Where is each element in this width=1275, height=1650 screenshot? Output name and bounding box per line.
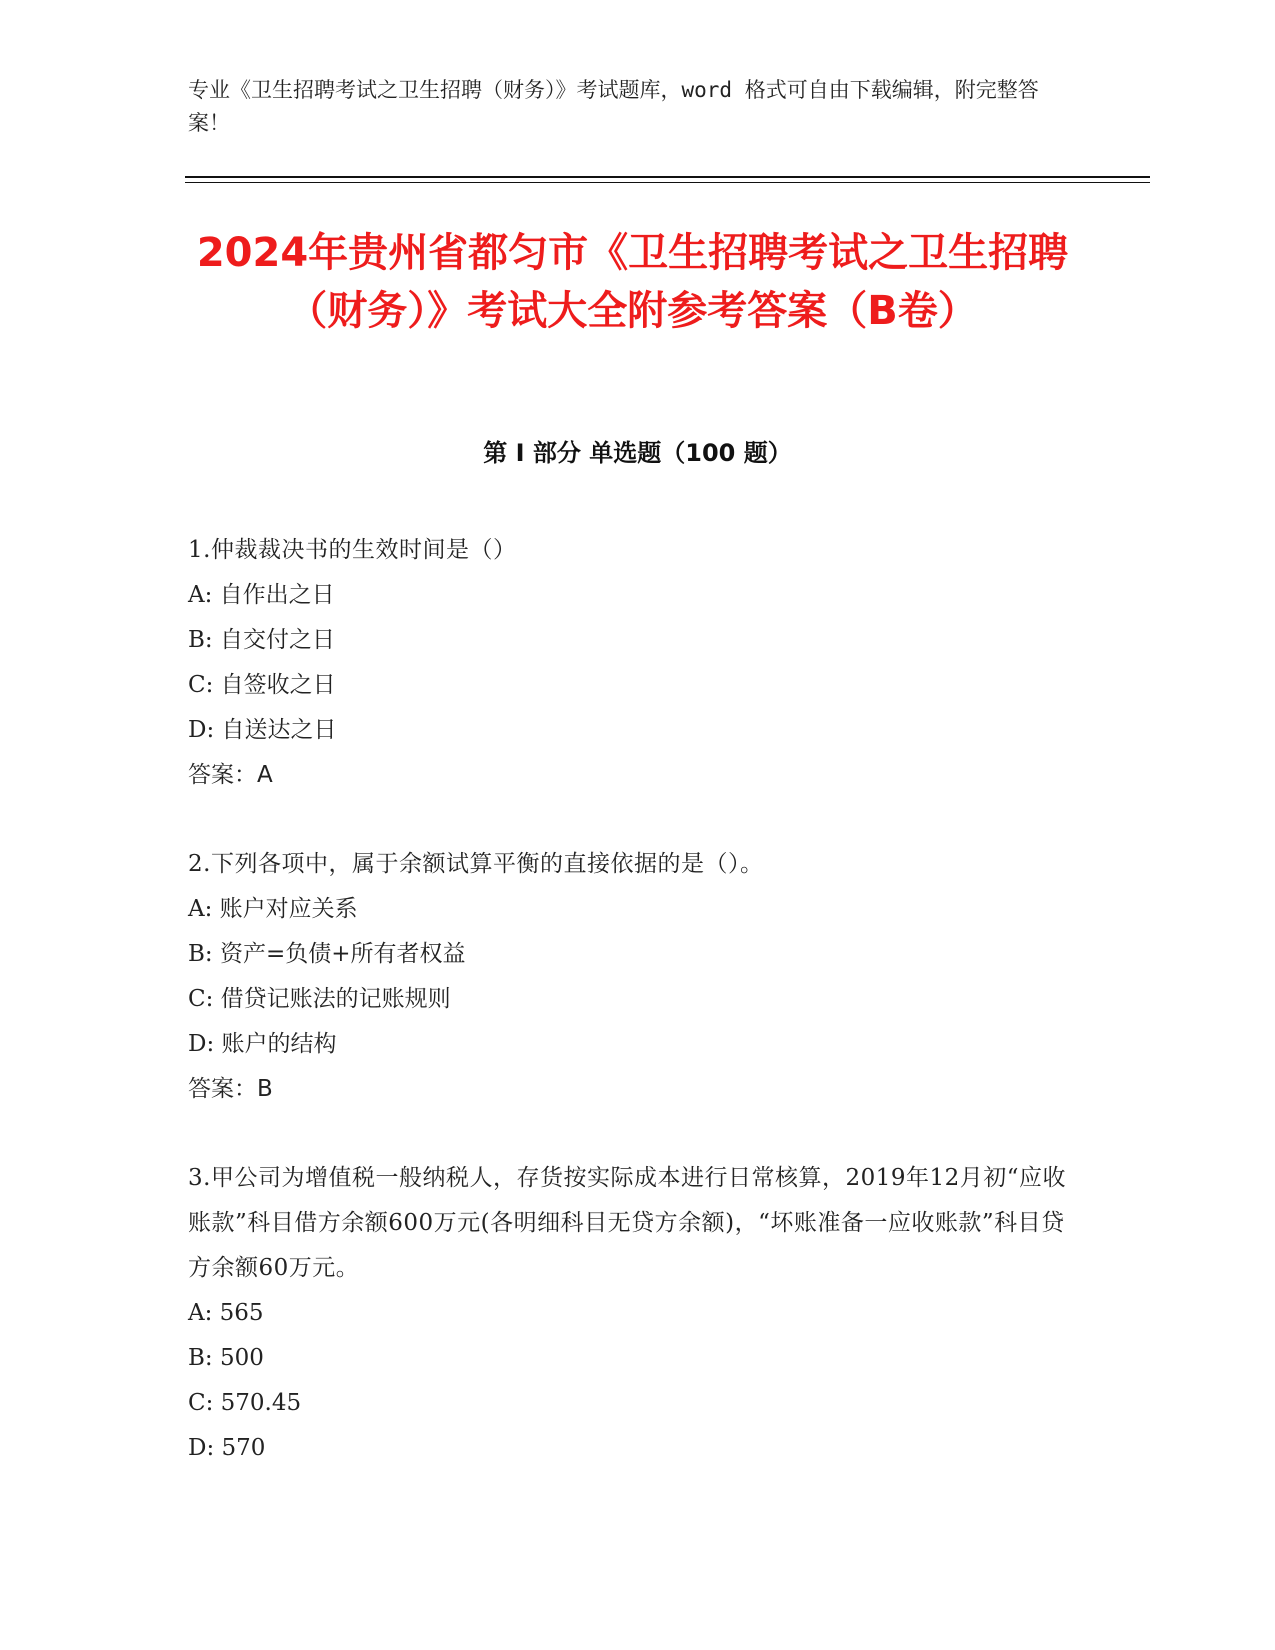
document-title: 2024年贵州省都匀市《卫生招聘考试之卫生招聘（财务）》考试大全附参考答案（B卷） [196, 230, 1069, 334]
option-b: B: 500 [188, 1345, 264, 1371]
section-heading: 第 I 部分 单选题（100 题） [483, 439, 792, 467]
question-stem: 2.下列各项中，属于余额试算平衡的直接依据的是（）。 [188, 851, 764, 877]
header-divider-thick [185, 176, 1150, 178]
header-note: 专业《卫生招聘考试之卫生招聘（财务）》考试题库，word 格式可自由下载编辑，附完整答案！ [188, 78, 1039, 135]
question-stem: 1.仲裁裁决书的生效时间是（） [188, 537, 517, 563]
question-list [188, 528, 1068, 1515]
option-d: D: 账户的结构 [188, 1031, 337, 1057]
answer: 答案：B [188, 1076, 273, 1102]
question-2 [188, 842, 1068, 1112]
option-c: C: 570.45 [188, 1390, 302, 1416]
question-stem: 3.甲公司为增值税一般纳税人，存货按实际成本进行日常核算，2019年12月初“应收账款”科目借方余额600万元(各明细科目无贷方余额)，“坏账准备一应收账款”科目贷方余额60万元。 [188, 1165, 1067, 1281]
option-a: A: 账户对应关系 [188, 896, 358, 922]
option-c: C: 自签收之日 [188, 672, 336, 698]
option-b: B: 自交付之日 [188, 627, 335, 653]
question-3 [188, 1156, 1068, 1471]
option-a: A: 自作出之日 [188, 582, 335, 608]
option-c: C: 借贷记账法的记账规则 [188, 986, 451, 1012]
option-a: A: 565 [188, 1300, 264, 1326]
answer: 答案：A [188, 762, 273, 788]
option-d: D: 570 [188, 1435, 266, 1461]
question-1 [188, 528, 1068, 798]
option-b: B: 资产=负债+所有者权益 [188, 941, 466, 967]
header-divider-thin [185, 182, 1150, 183]
option-d: D: 自送达之日 [188, 717, 337, 743]
